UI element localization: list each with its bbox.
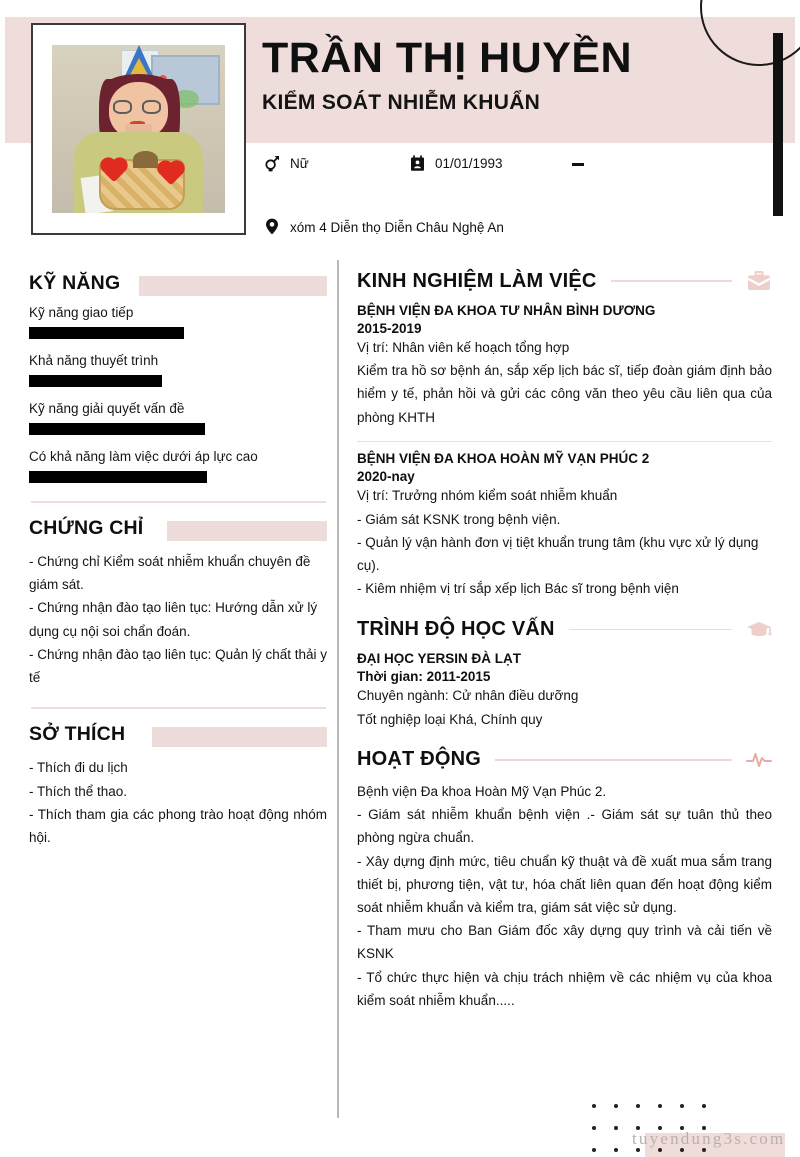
contact-info: [262, 155, 762, 235]
skill-item: [29, 401, 327, 435]
skill-label: Khả năng thuyết trình: [29, 353, 159, 368]
education-result: Tốt nghiệp loại Khá, Chính quy: [357, 711, 543, 727]
experience-period: 2015-2019: [357, 321, 422, 336]
name-block: [262, 36, 632, 115]
certificate-item: - Chứng nhận đào tạo liên tục: Hướng dẫn xử lý dụng cụ nội soi chẩn đoán.: [29, 600, 318, 639]
id-card-icon: [407, 155, 427, 172]
activity-line: - Tổ chức thực hiện và chịu trách nhiệm về các nhiệm vụ của khoa kiểm soát nhiễm khuẩn.....: [357, 969, 772, 1008]
skill-item: [29, 353, 327, 387]
experience-org: BỆNH VIỆN ĐA KHOA TƯ NHÂN BÌNH DƯƠNG: [357, 303, 656, 318]
section-rule: [569, 629, 732, 631]
education-item: [357, 651, 772, 730]
photo-bow: [133, 151, 157, 168]
dot: [592, 1126, 596, 1130]
right-column: [357, 268, 772, 1012]
education-major: Chuyên ngành: Cử nhân điều dưỡng: [357, 688, 579, 704]
section-title-hobbies: SỞ THÍCH: [29, 723, 131, 746]
section-rule: [611, 280, 732, 282]
gender-icon: [262, 155, 282, 172]
hobby-item: - Thích đi du lịch: [29, 760, 128, 776]
education-school: ĐẠI HỌC YERSIN ĐÀ LẠT: [357, 651, 522, 667]
pulse-icon: [746, 747, 772, 773]
skill-item: [29, 305, 327, 339]
column-divider: [337, 260, 339, 1118]
skill-level-bar: [29, 423, 205, 435]
candidate-job-title: KIỂM SOÁT NHIỄM KHUẨN: [262, 90, 541, 114]
experience-org: BỆNH VIỆN ĐA KHOA HOÀN MỸ VẠN PHÚC 2: [357, 451, 650, 467]
experience-detail: - Kiêm nhiệm vị trí sắp xếp lịch Bác sĩ trong bệnh viện: [357, 581, 679, 597]
experience-item: [357, 451, 772, 600]
profile-photo-frame: [31, 23, 246, 235]
experience-position: Vị trí: Nhân viên kế hoạch tổng hợp: [357, 340, 570, 355]
photo-glasses-left: [113, 100, 132, 113]
experience-detail: Kiểm tra hồ sơ bệnh án, sắp xếp lịch bác sĩ, tiếp đoàn giám định bảo hiểm y tế, phản hồi và gửi các công văn theo yêu cầu liên qua của phòng KHTH: [357, 363, 772, 425]
skills-header-accent: [139, 276, 327, 296]
certificate-item: - Chứng nhận đào tạo liên tục: Quản lý chất thải y tế: [29, 646, 327, 686]
hobby-item: - Thích thể thao.: [29, 783, 128, 799]
skill-label: Kỹ năng giải quyết vấn đề: [29, 401, 185, 416]
phone-redacted-mark: [572, 163, 584, 166]
experience-item: [357, 303, 772, 429]
skill-label: Kỹ năng giao tiếp: [29, 305, 134, 320]
skill-level-bar: [29, 375, 162, 387]
watermark-text: tuyendung3s.com: [632, 1129, 786, 1148]
section-title-certificates: CHỨNG CHỈ: [29, 517, 149, 540]
dot: [592, 1104, 596, 1108]
section-activities-header: [357, 747, 772, 773]
briefcase-icon: [746, 268, 772, 294]
contact-address-value: xóm 4 Diễn thọ Diễn Châu Nghệ An: [290, 219, 504, 235]
hobbies-list: [29, 756, 327, 849]
decorative-vertical-bar: [773, 33, 783, 216]
certificate-item: - Chứng chỉ Kiểm soát nhiễm khuẩn chuyên đề giám sát.: [29, 554, 311, 593]
education-period: Thời gian: 2011-2015: [357, 669, 491, 685]
experience-detail: - Quản lý vận hành đơn vị tiệt khuẩn trung tâm (khu vực xử lý dụng cụ).: [357, 534, 759, 574]
skill-label: Có khả năng làm việc dưới áp lực cao: [29, 449, 258, 464]
left-divider-1: [31, 501, 326, 503]
right-divider-1: [357, 441, 772, 443]
contact-gender: [262, 155, 309, 172]
activity-line: Bệnh viện Đa khoa Hoàn Mỹ Vạn Phúc 2.: [357, 783, 607, 799]
skills-list: [29, 305, 327, 483]
dot: [614, 1126, 618, 1130]
activity-line: - Giám sát nhiễm khuẩn bệnh viện .- Giám sát sự tuân thủ theo phòng ngừa chuẩn.: [357, 807, 772, 846]
experience-detail: - Giám sát KSNK trong bệnh viện.: [357, 511, 561, 527]
skill-item: [29, 449, 327, 483]
experience-position: Vị trí: Trưởng nhóm kiểm soát nhiễm khuẩn: [357, 488, 618, 504]
certificates-header-accent: [167, 521, 327, 541]
section-education-header: [357, 616, 772, 642]
dot: [680, 1104, 684, 1108]
experience-period: 2020-nay: [357, 469, 415, 485]
dot: [614, 1148, 618, 1152]
dot: [702, 1104, 706, 1108]
candidate-name: TRẦN THỊ HUYỀN: [262, 34, 633, 82]
dot: [658, 1104, 662, 1108]
section-experience-header: [357, 268, 772, 294]
section-certificates-header: [29, 517, 327, 540]
activity-line: - Tham mưu cho Ban Giám đốc xây dựng quy trình và cải tiến về KSNK: [357, 923, 772, 962]
section-title-experience: KINH NGHIỆM LÀM VIỆC: [357, 269, 597, 292]
left-divider-2: [31, 707, 326, 709]
skill-level-bar: [29, 327, 184, 339]
photo-glasses-right: [142, 100, 161, 113]
section-title-education: TRÌNH ĐỘ HỌC VẤN: [357, 617, 555, 640]
graduation-cap-icon: [746, 616, 772, 642]
contact-phone: [572, 163, 584, 166]
profile-photo: [52, 45, 225, 213]
left-column: [29, 272, 327, 849]
section-rule: [495, 759, 732, 761]
contact-dob: [407, 155, 503, 172]
skill-level-bar: [29, 471, 207, 483]
section-skills-header: [29, 272, 327, 295]
contact-address: [262, 218, 504, 236]
activity-line: - Xây dựng định mức, tiêu chuẩn kỹ thuật và đề xuất mua sắm trang thiết bị, phương tiện, vật tư, hóa chất liên quan đến hoạt động kiểm soát nhiễm khuẩn và kiểm tra, giám sát việc sử dụng.: [357, 853, 772, 915]
hobby-item: - Thích tham gia các phong trào hoạt động nhóm hội.: [29, 806, 327, 845]
section-hobbies-header: [29, 723, 327, 746]
contact-gender-value: Nữ: [290, 156, 309, 171]
hobbies-header-accent: [152, 727, 327, 747]
certificates-list: [29, 550, 327, 689]
contact-row-primary: [262, 155, 762, 235]
dot: [636, 1104, 640, 1108]
section-title-skills: KỸ NĂNG: [29, 272, 126, 295]
dot: [592, 1148, 596, 1152]
section-title-activities: HOẠT ĐỘNG: [357, 748, 482, 771]
activities-list: [357, 780, 772, 1012]
dot: [614, 1104, 618, 1108]
contact-dob-value: 01/01/1993: [435, 156, 503, 171]
location-pin-icon: [262, 218, 282, 236]
